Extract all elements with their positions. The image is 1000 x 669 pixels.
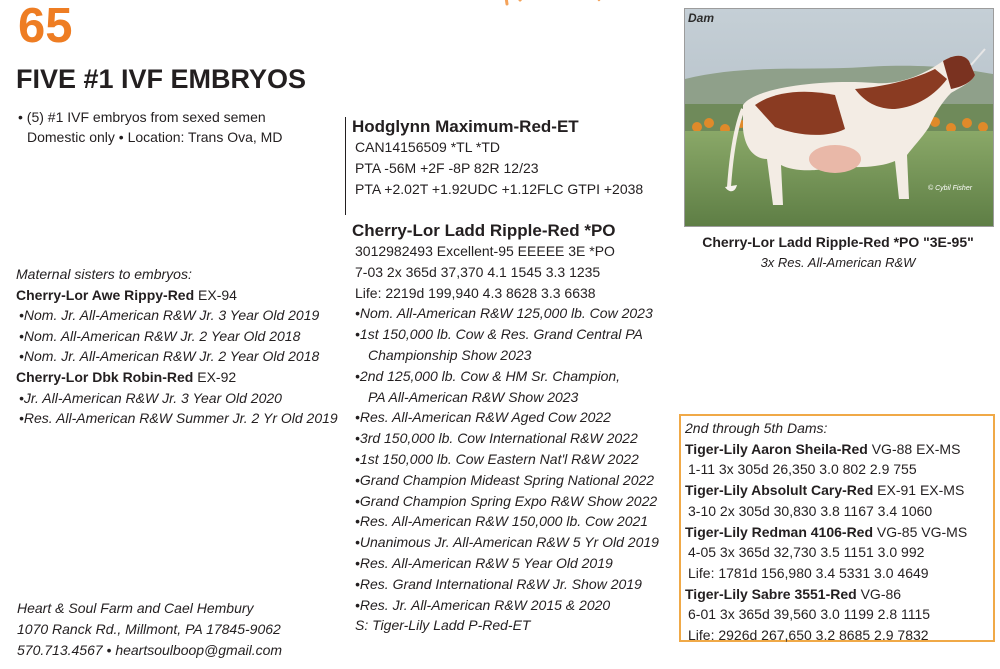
lot-bullet-location: Domestic only • Location: Trans Ova, MD [27,129,283,145]
dam-award: •Grand Champion Mideast Spring National 2022 [355,471,655,488]
dam-record-line: Life: 2926d 267,650 3.2 8685 2.9 7832 [688,627,929,644]
sire-detail-line: CAN14156509 *TL *TD [355,139,501,155]
sire-block [352,117,643,199]
pedigree-connector-line [345,117,346,215]
lot-title: FIVE #1 IVF EMBRYOS [16,64,307,94]
dam-classification: VG-88 EX-MS [867,440,961,457]
dam-name-text: Tiger-Lily Absolult Cary-Red [685,482,874,499]
dam-photo [684,8,994,227]
consignor-phone-email: 570.713.4567 • heartsoulboop@gmail.com [17,642,283,658]
dam-block [352,221,659,636]
sister-name [16,285,338,306]
dam2-name [685,439,967,460]
dam-award: •Res. Grand International R&W Jr. Show 2019 [355,575,642,592]
dam-classification: EX-91 EX-MS [873,482,965,499]
sister-classification: EX-92 [193,368,237,385]
photo-subcaption: 3x Res. All-American R&W [760,255,916,270]
dam4-name [685,522,967,543]
dam-award: •1st 150,000 lb. Cow & Res. Grand Central PA [355,326,643,343]
sister-award: •Res. All-American R&W Summer Jr. 2 Yr Old 2019 [19,410,338,427]
sister-award: •Nom. Jr. All-American R&W Jr. 3 Year Old 2019 [19,307,320,324]
consignor-name: Heart & Soul Farm and Cael Hembury [17,600,254,616]
maternal-sisters [16,264,338,429]
dam-name-text: Tiger-Lily Aaron Sheila-Red [685,440,868,457]
dam-award: Championship Show 2023 [368,346,532,363]
sire-detail-line: PTA +2.02T +1.92UDC +1.12FLC GTPI +2038 [355,180,644,197]
cow-photo-illustration [685,9,993,226]
dam-award: PA All-American R&W Show 2023 [368,388,579,405]
sire-name: Hodglynn Maximum-Red-ET [352,117,579,136]
consignor-contact [17,598,282,661]
dam-record-line: 3012982493 Excellent-95 EEEEE 3E *PO [355,243,615,259]
dam-name-text: Tiger-Lily Redman 4106-Red [685,523,874,540]
dam-sire-line: S: Tiger-Lily Ladd P-Red-ET [355,617,531,634]
dam-award: •Res. Jr. All-American R&W 2015 & 2020 [355,596,611,613]
lot-bullet-embryos: • (5) #1 IVF embryos from sexed semen [18,109,266,125]
sisters-heading: Maternal sisters to embryos: [16,266,192,282]
dam5-name [685,584,967,605]
photo-label: Dam [688,11,715,25]
dam-records [352,241,659,636]
dam-name: Cherry-Lor Ladd Ripple-Red *PO [352,221,616,240]
dam-record-line: 3-10 2x 305d 30,830 3.8 1167 3.4 1060 [688,502,933,519]
photo-caption: Cherry-Lor Ladd Ripple-Red *PO "3E-95" [702,234,974,250]
dam-award: •2nd 125,000 lb. Cow & HM Sr. Champion, [355,367,621,384]
dam3-name [685,480,967,501]
dams-list [685,418,967,646]
sister-classification: EX-94 [194,286,237,303]
dam-classification: VG-86 [856,585,902,602]
dam-record-line: 7-03 2x 365d 37,370 4.1 1545 3.3 1235 [355,263,601,280]
dam-record-line: Life: 1781d 156,980 3.4 5331 3.0 4649 [688,564,929,581]
dam-record-line: 6-01 3x 365d 39,560 3.0 1199 2.8 1115 [688,606,931,623]
sister-award: •Nom. All-American R&W Jr. 2 Year Old 2018 [19,327,301,344]
lot-details [18,107,282,147]
dam-award: •3rd 150,000 lb. Cow International R&W 2022 [355,430,638,447]
sister-name [16,367,338,388]
consignor-address: 1070 Ranck Rd., Millmont, PA 17845-9062 [17,621,281,637]
dam-record-line: 1-11 3x 305d 26,350 3.0 802 2.9 755 [688,461,917,478]
sister-name-text: Cherry-Lor Dbk Robin-Red [16,368,194,385]
dam-classification: VG-85 VG-MS [873,523,968,540]
sister-award: •Nom. Jr. All-American R&W Jr. 2 Year Old 2018 [19,348,320,365]
dam-name-text: Tiger-Lily Sabre 3551-Red [685,585,857,602]
dam-award: •Nom. All-American R&W 125,000 lb. Cow 2023 [355,305,653,322]
sire-detail-line: PTA -56M +2F -8P 82R 12/23 [355,159,539,176]
lot-number: 65 [18,0,73,53]
dam-record-line: Life: 2219d 199,940 4.3 8628 3.3 6638 [355,284,596,301]
dam-award: •Grand Champion Spring Expo R&W Show 2022 [355,492,658,509]
sister-name-text: Cherry-Lor Awe Rippy-Red [16,286,195,303]
dam-award: •Res. All-American R&W 150,000 lb. Cow 2021 [355,513,649,530]
photographer-watermark: © Cybil Fisher [928,185,973,192]
dam-award: •Unanimous Jr. All-American R&W 5 Yr Old 2019 [355,534,659,551]
sire-details [352,137,643,199]
dams-heading: 2nd through 5th Dams: [685,420,828,436]
dam-record-line: 4-05 3x 365d 32,730 3.5 1151 3.0 992 [688,544,925,561]
decorative-script-flourish [395,0,610,14]
dam-award: •Res. All-American R&W Aged Cow 2022 [355,409,611,426]
sister-award: •Jr. All-American R&W Jr. 3 Year Old 2020 [19,389,282,406]
dam-award: •1st 150,000 lb. Cow Eastern Nat'l R&W 2022 [355,450,639,467]
dam-award: •Res. All-American R&W 5 Year Old 2019 [355,554,613,571]
